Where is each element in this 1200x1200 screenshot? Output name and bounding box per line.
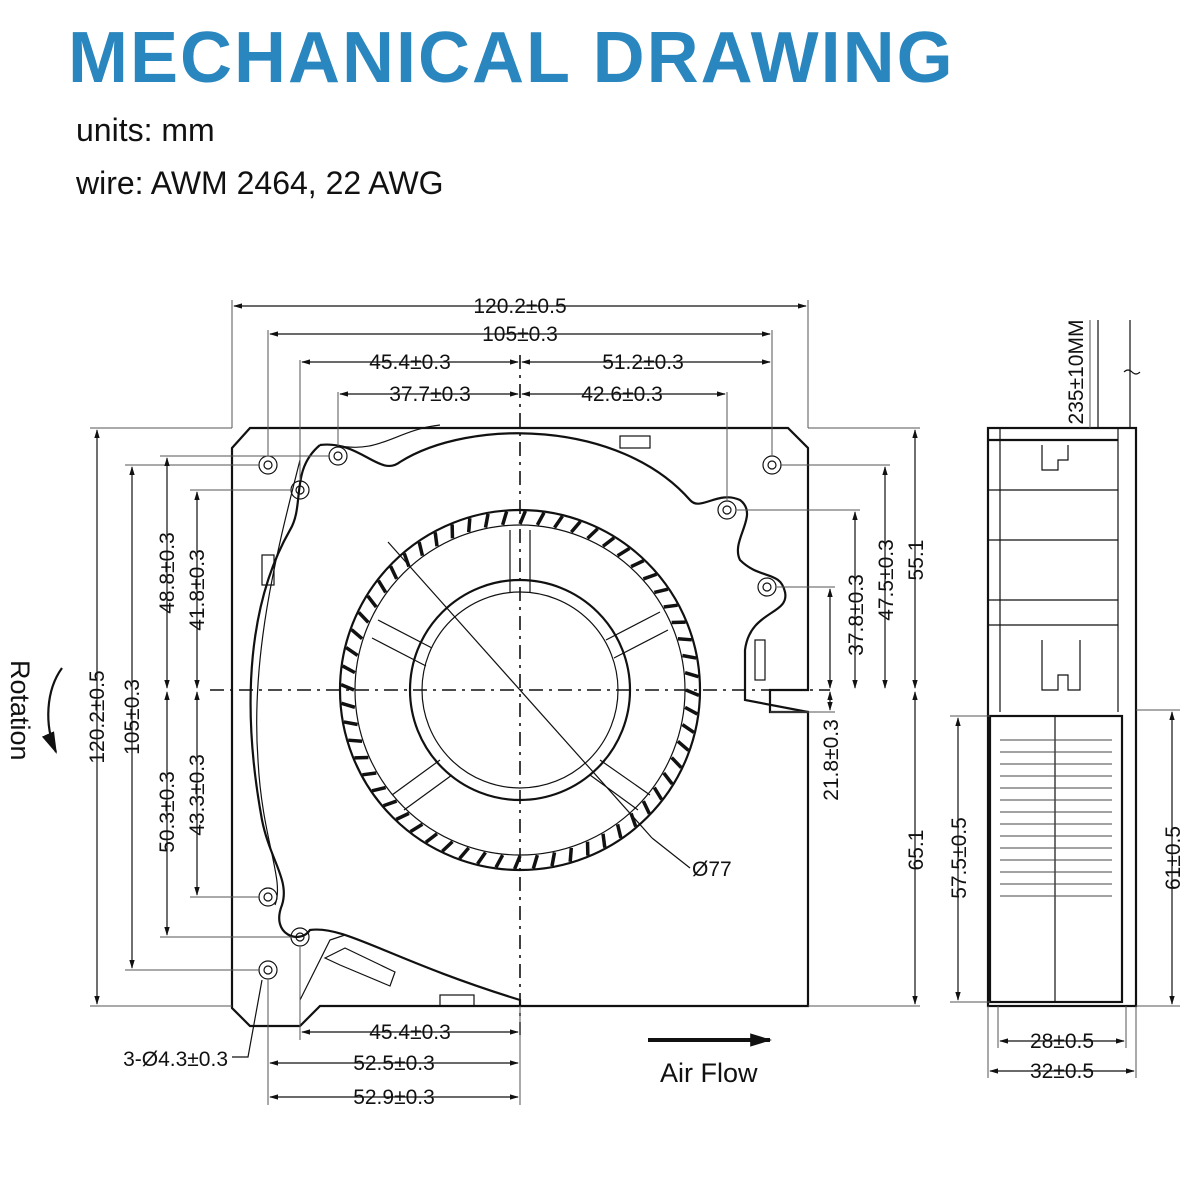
dim-right-lower: 65.1 [905,829,928,871]
dim-mount-holes: 3-Ø4.3±0.3 [123,1048,228,1071]
impeller-blade [685,673,698,677]
air-flow-label: Air Flow [660,1058,758,1088]
impeller-blade [682,725,694,733]
dim-impeller-diameter: Ø77 [692,858,732,881]
impeller-blade [391,566,397,579]
impeller-blade [362,773,376,775]
impeller-blade [346,648,358,656]
impeller-blade [618,824,621,838]
impeller-blade [686,690,699,695]
impeller-blade [419,542,422,556]
dim-bottom-b: 52.5±0.3 [353,1052,435,1075]
impeller-blade [672,758,682,768]
impeller-blade [618,548,630,555]
dim-right-b: 47.5±0.3 [875,539,898,621]
impeller-blade [520,511,525,524]
impeller-blade [378,580,385,592]
dim-bottom-c: 52.9±0.3 [353,1086,435,1109]
rotation-label: Rotation [5,660,35,761]
dim-right-c: 55.1 [905,539,928,581]
dim-overall-width: 120.2±0.5 [473,295,567,318]
impeller-blade [478,852,486,864]
wire-break-icon [1124,370,1140,374]
dim-bottom-a: 45.4±0.3 [369,1021,451,1044]
impeller-blade [537,513,544,525]
impeller-blade [603,834,605,848]
impeller-blade [348,740,362,741]
impeller-blade [426,834,437,843]
impeller-blade [664,773,673,784]
impeller-blade [442,842,452,852]
impeller-blade [343,666,355,673]
dim-left-upper-a: 48.8±0.3 [156,532,179,614]
impeller-blade [496,855,503,867]
impeller-blade [368,596,377,607]
impeller-blade [533,855,537,868]
rotation-indicator [5,660,62,761]
dim-top-right-a: 51.2±0.3 [602,351,684,374]
impeller-blade [341,703,354,707]
impeller-blade [351,630,362,639]
page-title: MECHANICAL DRAWING [68,18,955,98]
impeller-blade [603,538,614,547]
dim-side-outlet-inner: 57.5±0.5 [948,817,971,899]
impeller-blade [383,801,396,806]
wire-spec: wire: AWM 2464, 22 AWG [76,165,444,201]
impeller-blade [678,741,689,750]
air-flow-indicator [648,1040,770,1088]
impeller-blade [469,518,470,532]
impeller-blade [664,605,678,607]
dim-outlet-offset: 21.8±0.3 [820,719,843,801]
dim-side-thickness-outer: 32±0.5 [1029,1060,1095,1083]
dim-wire-length: 235±10MM [1065,319,1088,425]
impeller-blade [643,801,649,814]
impeller-blade [588,529,598,539]
dim-overall-height: 120.2±0.5 [86,670,109,764]
impeller-blade [654,788,661,800]
impeller-blade [372,788,386,791]
impeller-blade [555,516,563,528]
impeller-blade [344,722,358,725]
dim-right-a: 37.8±0.3 [845,574,868,656]
impeller-blade [571,521,580,532]
impeller-blade [631,561,644,567]
dim-top-left-a: 45.4±0.3 [369,351,451,374]
impeller-blade [503,511,507,524]
dim-hole-span-left: 105±0.3 [121,679,144,755]
impeller-blade [485,514,488,528]
fan-side-view [948,320,1185,1083]
rotation-arrow-icon [48,668,62,752]
dim-top-right-b: 42.6±0.3 [581,383,663,406]
dim-side-outlet-outer: 61±0.5 [1162,825,1185,891]
impeller-blade [654,589,668,592]
impeller-blade [685,707,697,714]
dim-top-left-b: 37.7±0.3 [389,383,471,406]
dim-left-lower-a: 50.3±0.3 [156,771,179,853]
impeller-blade [396,813,409,819]
fan-front-view [210,355,830,1035]
dim-left-lower-b: 43.3±0.3 [186,754,209,836]
impeller-blade [410,824,422,831]
impeller-blade [552,852,555,866]
front-dimensions [86,295,928,1109]
impeller-blade [435,532,437,546]
impeller-blade [515,856,520,869]
impeller-blade [341,685,354,690]
impeller-blade [460,848,469,859]
impeller-blade [682,655,696,658]
impeller-blade [359,612,369,622]
impeller-blade [678,639,692,640]
dim-side-thickness-inner: 28±0.5 [1029,1030,1095,1053]
units-spec: units: mm [76,112,215,148]
dim-hole-span-top: 105±0.3 [482,323,558,346]
impeller-blade [643,574,656,579]
impeller-blade [570,848,571,862]
dim-left-upper-b: 41.8±0.3 [186,549,209,631]
